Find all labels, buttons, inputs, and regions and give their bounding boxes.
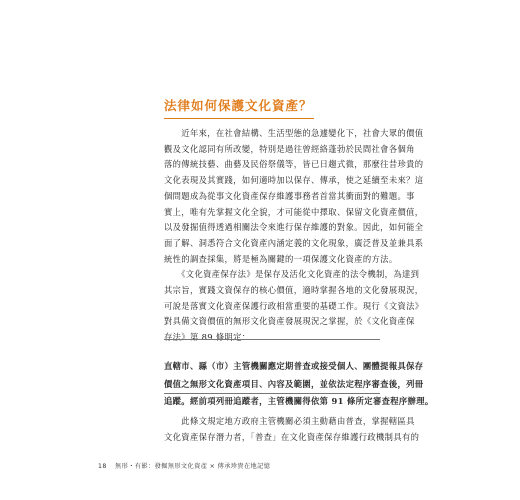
text-line: 觀及文化認同有所改變，特別是過往曾經絡蓬勃於民間社會各個角: [164, 143, 415, 154]
quote-line: 價值之無形文化資產項目、內容及範圍，並依法定程序審查後，列冊: [164, 378, 424, 389]
text-line: 《文化資產保存法》是保存及活化文化資產的法令機制，為達到: [164, 269, 420, 280]
section-heading: 法律如何保護文化資產？: [164, 98, 313, 113]
quote-rule-top: [164, 339, 380, 340]
paragraph-2: [164, 267, 424, 346]
text-line: 以及發掘值得透過相關法令來進行保存維護的對象。因此，如何能全: [164, 222, 424, 233]
heading-underline: [164, 118, 314, 119]
text-line: 個問題成為從事文化資產保存維護事務者首當其衝面對的難題。事: [164, 190, 415, 201]
paragraph-3: [164, 414, 420, 445]
body-text: [164, 126, 424, 346]
page-number: 18: [98, 463, 107, 470]
quote-line: 直轄市、縣（市）主管機關應定期普查或接受個人、團體提報具保存: [164, 361, 424, 371]
text-line: 其宗旨，實踐文資保存的核心價值，適時掌握各地的文化發展現況，: [164, 285, 424, 296]
text-line: 面了解、洞悉符合文化資產內涵定義的文化現象，廣泛普及並兼具系: [164, 237, 424, 248]
text-line: 可說是落實文化資產保護行政相當重要的基礎工作。現行《文資法》: [164, 300, 424, 311]
text-line: 實上，唯有先掌握文化全貌，才可能從中擇取、保留文化資產價值，: [164, 206, 424, 217]
page-footer: [98, 461, 270, 470]
text-line: 近年來，在社會結構、生活型態的急遽變化下，社會大眾的價值: [164, 128, 424, 138]
text-line: 存法》第 89 條明定：: [164, 332, 251, 343]
text-line: 此條文規定地方政府主管機關必須主動藉由普查，掌握轄區具: [164, 416, 415, 426]
quote-rule-bottom: [164, 393, 380, 394]
paragraph-1: [164, 126, 424, 267]
text-line: 文化資產保存潛力者，「普查」在文化資產保存維護行政機制具有的: [164, 431, 420, 442]
running-title: 無形・有影：發掘無形文化資產 × 傳承珍貴在地記憶: [115, 463, 271, 470]
text-line: 落的傳統技藝、曲藝及民俗祭儀等，皆已日趨式微，那麼往昔珍貴的: [164, 159, 424, 170]
text-line: 統性的調查採集，將是極為關鍵的一項保護文化資產的方法。: [164, 253, 398, 264]
quote-line: 追蹤。經前項列冊追蹤者，主管機關得依第 91 條所定審查程序辦理。: [164, 396, 434, 406]
text-line: 對具備文資價值的無形文化資產發展現況之掌握，於《文化資產保: [164, 316, 415, 327]
law-quote: [164, 358, 434, 411]
text-line: 文化表現及其實踐，如何適時加以保存、傳承，使之延續至未來？這: [164, 175, 424, 186]
